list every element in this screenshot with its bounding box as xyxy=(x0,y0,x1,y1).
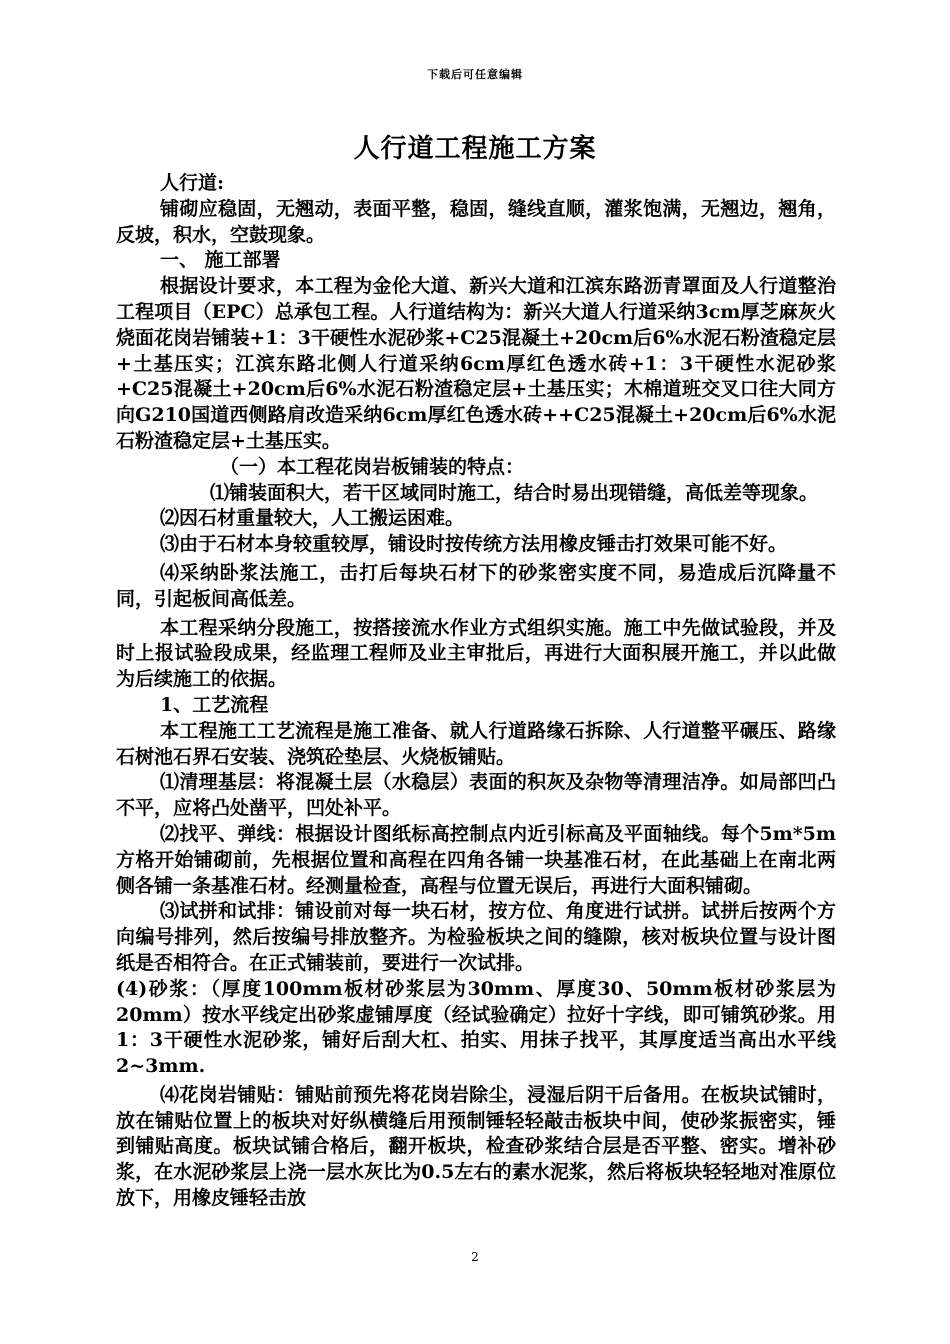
document-body xyxy=(116,171,836,1212)
list-item-feature-1: ⑴铺装面积大，若干区域同时施工，结合时易出现错缝，高低差等现象。 xyxy=(210,481,819,504)
page-header-note: 下载后可任意编辑 xyxy=(427,68,523,81)
paragraph-design-requirements: 根据设计要求，本工程为金伦大道、新兴大道和江滨东路沥青罩面及人行道整治工程项目（EPC）总承包工程。人行道结构为：新兴大道人行道采纳3cm厚芝麻灰火烧面花岗岩铺装+1：3干硬性水泥砂浆+C25混凝土+20cm后6%水泥石粉渣稳定层+土基压实；江滨东路北侧人行道采纳6cm厚红色透水砖+1：3干硬性水泥砂浆+C25混凝土+20cm后6%水泥石粉渣稳定层+土基压实；木棉道班交叉口往大同方向G210国道西侧路肩改造采纳6cm厚红色透水砖++C25混凝土+20cm后6%水泥石粉渣稳定层+土基压实。 xyxy=(116,275,836,452)
step-granite-paving: ⑷花岗岩铺贴：铺贴前预先将花岗岩除尘，浸湿后阴干后备用。在板块试铺时，放在铺贴位置上的板块对好纵横缝后用预制锤轻轻敲击板块中间，使砂浆振密实，锤到铺贴高度。板块试铺合格后，翻开板块，检查砂浆结合层是否平整、密实。增补砂浆，在水泥砂浆层上浇一层水灰比为0.5左右的素水泥浆，然后将板块轻轻地对准原位放下，用橡皮锤轻击放 xyxy=(116,1083,836,1210)
list-item-feature-4: ⑷采纳卧浆法施工，击打后每块石材下的砂浆密实度不同，易造成后沉降量不同，引起板间高低差。 xyxy=(116,561,836,610)
step-mortar: (4)砂浆：（厚度100mm板材砂浆层为30mm、厚度30、50mm板材砂浆层为20mm）按水平线定出砂浆虚铺厚度（经试验确定）拉好十字线，即可铺筑砂浆。用1：3干硬性水泥砂浆，铺好后刮大杠、拍实、用抹子找平，其厚度适当高出水平线2~3mm. xyxy=(116,977,836,1078)
list-item-feature-3: ⑶由于石材本身较重较厚，铺设时按传统方法用橡皮锤击打效果可能不好。 xyxy=(160,533,788,556)
subsection-heading-features: （一）本工程花岗岩板铺装的特点： xyxy=(220,455,525,478)
section-heading-deployment: 一、 施工部署 xyxy=(160,249,281,272)
step-clean-base: ⑴清理基层：将混凝土层（水稳层）表面的积灰及杂物等清理洁净。如局部凹凸不平，应将凸处凿平，凹处补平。 xyxy=(116,771,836,820)
paragraph-requirements: 铺砌应稳固，无翘动，表面平整，稳固，缝线直顺，灌浆饱满，无翘边，翘角，反坡，积水，空鼓现象。 xyxy=(116,197,836,246)
list-item-feature-2: ⑵因石材重量较大，人工搬运困难。 xyxy=(160,507,465,530)
paragraph-staged-construction: 本工程采纳分段施工，按搭接流水作业方式组织实施。施工中先做试验段，并及时上报试验段成果，经监理工程师及业主审批后，再进行大面积展开施工，并以此做为后续施工的依据。 xyxy=(116,616,836,691)
section-heading-process-flow: 1、工艺流程 xyxy=(160,693,269,716)
document-title: 人行道工程施工方案 xyxy=(353,134,597,164)
section-label-sidewalk: 人行道: xyxy=(160,172,225,194)
step-trial-layout: ⑶试拼和试排：铺设前对每一块石材，按方位、角度进行试拼。试拼后按两个方向编号排列，然后按编号排放整齐。为检验板块之间的缝隙，核对板块位置与设计图纸是否相符合。在正式铺装前，要进行一次试排。 xyxy=(116,900,836,974)
page-number: 2 xyxy=(471,1250,479,1264)
paragraph-process-flow: 本工程施工工艺流程是施工准备、就人行道路缘石拆除、人行道整平碾压、路缘石树池石界石安装、浇筑砼垫层、火烧板铺贴。 xyxy=(116,719,836,768)
step-leveling-marking: ⑵找平、弹线：根据设计图纸标高控制点内近引标高及平面轴线。每个5m*5m方格开始铺砌前，先根据位置和高程在四角各铺一块基准石材，在此基础上在南北两侧各铺一条基准石材。经测量检查，高程与位置无误后，再进行大面积铺砌。 xyxy=(116,822,836,897)
